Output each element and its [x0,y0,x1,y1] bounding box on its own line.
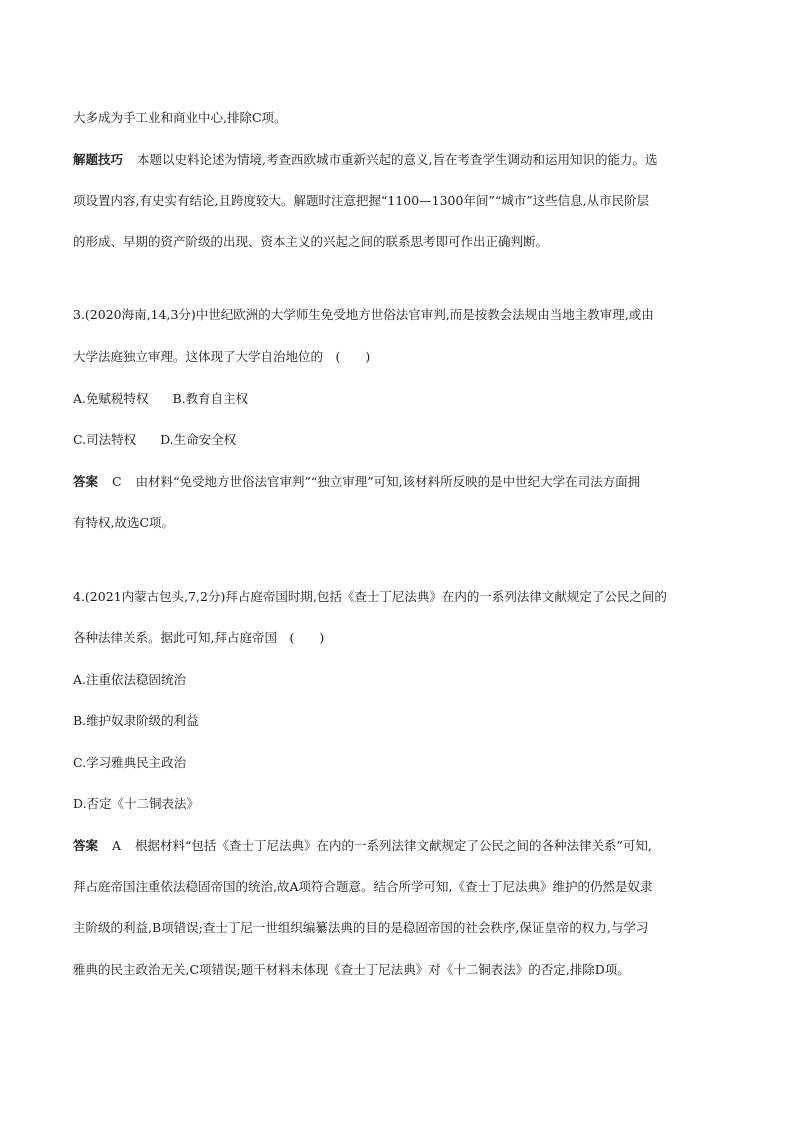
answer-letter: A [112,838,122,853]
question-3-answer-line-2: 有特权,故选C项。 [73,515,175,530]
question-4-stem-line-2: 各种法律关系。据此可知,拜占庭帝国 ( ) [73,630,325,645]
prev-answer-tail: 大多成为手工业和商业中心,排除C项。 [73,110,287,125]
solving-tip-label: 解题技巧 [73,152,124,167]
question-4-answer-line-2: 拜占庭帝国注重依法稳固帝国的统治,故A项符合题意。结合所学可知,《查士丁尼法典》维护的仍然是奴隶 [73,879,653,894]
question-4-answer-line-4: 雅典的民主政治无关,C项错误;题干材料未体现《查士丁尼法典》对《十二铜表法》的否定,排除D项。 [73,962,630,977]
answer-letter: C [112,474,122,489]
solving-tip-line-3: 的形成、早期的资产阶级的出现、资本主义的兴起之间的联系思考即可作出正确判断。 [73,234,549,249]
question-4-option-c: C.学习雅典民主政治 [73,755,187,770]
question-3-stem-line-1: 3.(2020海南,14,3分)中世纪欧洲的大学师生免受地方世俗法官审判,而是按教会法规由当地主教审理,或由 [73,307,654,322]
option-d: D.生命安全权 [160,432,237,447]
question-3-options-row-1 [73,391,248,407]
question-4-option-d: D.否定《十二铜表法》 [73,796,200,811]
question-4-stem-line-1: 4.(2021内蒙古包头,7,2分)拜占庭帝国时期,包括《查士丁尼法典》在内的一系列法律文献规定了公民之间的 [73,589,667,604]
solving-tip-line-2: 项设置内容,有史实有结论,且跨度较大。解题时注意把握“1100—1300年间”“城市”这些信息,从市民阶层 [73,193,650,208]
option-b: B.教育自主权 [172,391,249,406]
option-c: C.司法特权 [73,432,137,447]
answer-label: 答案 [73,474,99,489]
answer-label: 答案 [73,838,99,853]
option-a: A.免赋税特权 [73,391,149,406]
question-4-answer-line-1: 答案 A 根据材料“包括《查士丁尼法典》在内的一系列法律文献规定了公民之间的各种法律关系”可知, [73,838,652,853]
question-3-stem-line-2: 大学法庭独立审理。这体现了大学自治地位的 ( ) [73,349,371,364]
question-4-option-a: A.注重依法稳固统治 [73,672,187,687]
question-4-option-b: B.维护奴隶阶级的利益 [73,713,199,728]
question-3-answer-line-1: 答案 C 由材料“免受地方世俗法官审判”“独立审理”可知,该材料所反映的是中世纪大学在司法方面拥 [73,474,641,489]
solving-tip-line-1: 解题技巧 本题以史料论述为情境,考查西欧城市重新兴起的意义,旨在考查学生调动和运用知识的能力。选 [73,152,658,167]
question-4-answer-line-3: 主阶级的利益,B项错误;查士丁尼一世组织编纂法典的目的是稳固帝国的社会秩序,保证皇帝的权力,与学习 [73,920,649,935]
question-3-options-row-2 [73,432,236,448]
